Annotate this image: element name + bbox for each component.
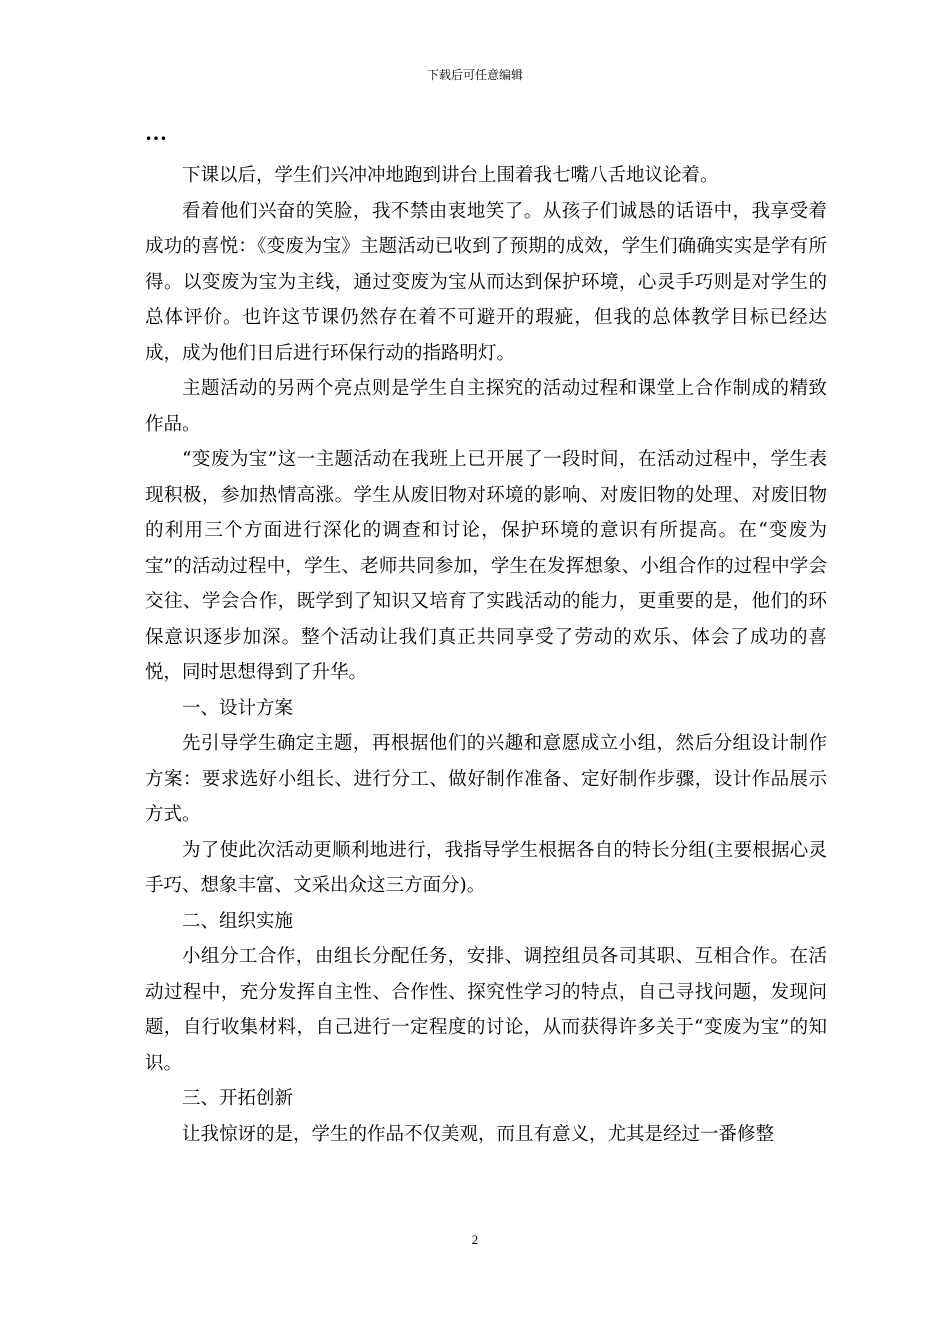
paragraph: 为了使此次活动更顺利地进行，我指导学生根据各自的特长分组(主要根据心灵手巧、想象丰富、文采出众这三方面分)。: [145, 839, 827, 896]
paragraph: 下课以后，学生们兴冲冲地跑到讲台上围着我七嘴八舌地议论着。: [182, 165, 719, 186]
paragraph: 让我惊讶的是，学生的作品不仅美观，而且有意义，尤其是经过一番修整: [182, 1123, 775, 1145]
paragraph: 先引导学生确定主题，再根据他们的兴趣和意愿成立小组，然后分组设计制作方案：要求选好小组长、进行分工、做好制作准备、定好制作步骤，设计作品展示方式。: [145, 733, 827, 825]
paragraph: “变废为宝”这一主题活动在我班上已开展了一段时间，在活动过程中，学生表现积极，参加热情高涨。学生从废旧物对环境的影响、对废旧物的处理、对废旧物的利用三个方面进行深化的调查和讨论，保护环境的意识有所提高。在“变废为宝”的活动过程中，学生、老师共同参加，学生在发挥想象、小组合作的过程中学会交往、学会合作，既学到了知识又培育了实践活动的能力，更重要的是，他们的环保意识逐步加深。整个活动让我们真正共同享受了劳动的欢乐、体会了成功的喜悦，同时思想得到了升华。: [145, 449, 827, 683]
section-heading: 一、设计方案: [182, 697, 294, 719]
continuation-ellipsis: …: [145, 120, 167, 145]
paragraph: 主题活动的另两个亮点则是学生自主探究的活动过程和课堂上合作制成的精致作品。: [145, 378, 827, 435]
section-heading: 三、开拓创新: [182, 1088, 294, 1109]
section-heading: 二、组织实施: [182, 910, 294, 932]
page-header: 下载后可任意编辑: [426, 68, 523, 82]
page-number: 2: [471, 1232, 479, 1247]
paragraph: 小组分工合作，由组长分配任务，安排、调控组员各司其职、互相合作。在活动过程中，充分发挥自主性、合作性、探究性学习的特点，自己寻找问题，发现问题，自行收集材料，自己进行一定程度的讨论，从而获得许多关于“变废为宝”的知识。: [145, 946, 827, 1074]
paragraph: 看着他们兴奋的笑脸，我不禁由衷地笑了。从孩子们诚恳的话语中，我享受着成功的喜悦：《变废为宝》主题活动已收到了预期的成效，学生们确确实实是学有所得。以变废为宝为主线，通过变废为宝从而达到保护环境，心灵手巧则是对学生的总体评价。也许这节课仍然存在着不可避开的瑕疵，但我的总体教学目标已经达成，成为他们日后进行环保行动的指路明灯。: [145, 200, 827, 364]
body-text: [145, 158, 827, 1152]
